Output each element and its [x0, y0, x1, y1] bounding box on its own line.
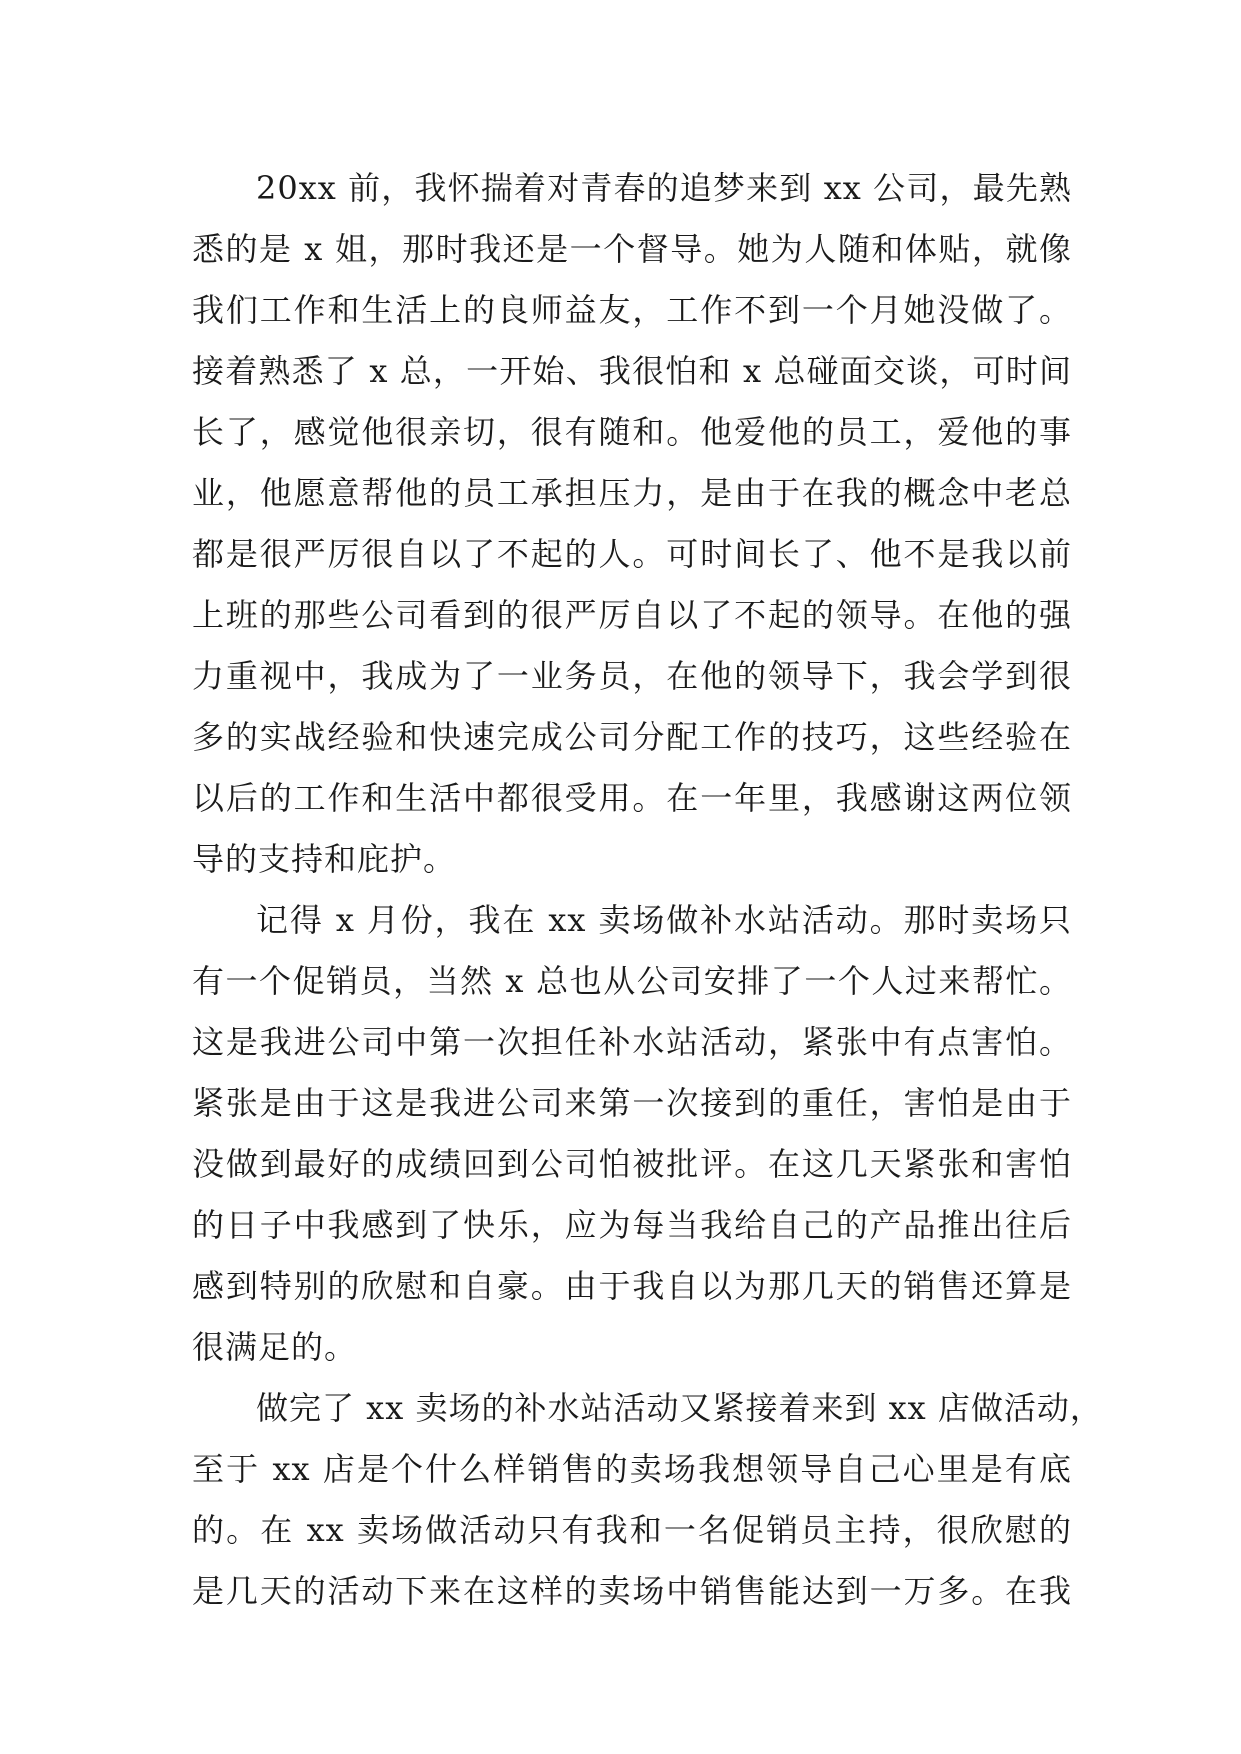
paragraph-1-line-8: 上班的那些公司看到的很严厉自以了不起的领导。在他的强 — [192, 596, 1072, 634]
paragraph-2-line-8: 很满足的。 — [192, 1328, 358, 1366]
paragraph-1-line-10: 多的实战经验和快速完成公司分配工作的技巧，这些经验在 — [192, 718, 1072, 756]
paragraph-3-line-2: 至于 xx 店是个什么样销售的卖场我想领导自己心里是有底 — [192, 1450, 1072, 1488]
paragraph-3-line-1: 做完了 xx 卖场的补水站活动又紧接着来到 xx 店做活动， — [256, 1389, 1103, 1427]
paragraph-3-line-3: 的。在 xx 卖场做活动只有我和一名促销员主持，很欣慰的 — [192, 1511, 1072, 1549]
paragraph-1-line-9: 力重视中，我成为了一业务员，在他的领导下，我会学到很 — [192, 657, 1072, 695]
paragraph-2-line-2: 有一个促销员，当然 x 总也从公司安排了一个人过来帮忙。 — [192, 962, 1072, 1000]
paragraph-2-line-1: 记得 x 月份，我在 xx 卖场做补水站活动。那时卖场只 — [256, 901, 1072, 939]
paragraph-3-line-4: 是几天的活动下来在这样的卖场中销售能达到一万多。在我 — [192, 1572, 1072, 1610]
paragraph-1-line-11: 以后的工作和生活中都很受用。在一年里，我感谢这两位领 — [192, 779, 1072, 817]
paragraph-2-line-3: 这是我进公司中第一次担任补水站活动，紧张中有点害怕。 — [192, 1023, 1072, 1061]
paragraph-1-line-4: 接着熟悉了 x 总，一开始、我很怕和 x 总碰面交谈，可时间 — [192, 352, 1072, 390]
paragraph-1-line-6: 业，他愿意帮他的员工承担压力，是由于在我的概念中老总 — [192, 474, 1072, 512]
paragraph-2-line-6: 的日子中我感到了快乐，应为每当我给自己的产品推出往后 — [192, 1206, 1072, 1244]
paragraph-2-line-5: 没做到最好的成绩回到公司怕被批评。在这几天紧张和害怕 — [192, 1145, 1072, 1183]
paragraph-1-line-1: 20xx 前，我怀揣着对青春的追梦来到 xx 公司，最先熟 — [256, 169, 1072, 207]
document-body — [192, 158, 1103, 1622]
paragraph-2-line-4: 紧张是由于这是我进公司来第一次接到的重任，害怕是由于 — [192, 1084, 1072, 1122]
paragraph-1-line-5: 长了，感觉他很亲切，很有随和。他爱他的员工，爱他的事 — [192, 413, 1072, 451]
paragraph-1-line-2: 悉的是 x 姐，那时我还是一个督导。她为人随和体贴，就像 — [192, 230, 1072, 268]
paragraph-1-line-12: 导的支持和庇护。 — [192, 840, 457, 878]
paragraph-1-line-7: 都是很严厉很自以了不起的人。可时间长了、他不是我以前 — [192, 535, 1072, 573]
paragraph-2-line-7: 感到特别的欣慰和自豪。由于我自以为那几天的销售还算是 — [192, 1267, 1072, 1305]
paragraph-1-line-3: 我们工作和生活上的良师益友，工作不到一个月她没做了。 — [192, 291, 1072, 329]
